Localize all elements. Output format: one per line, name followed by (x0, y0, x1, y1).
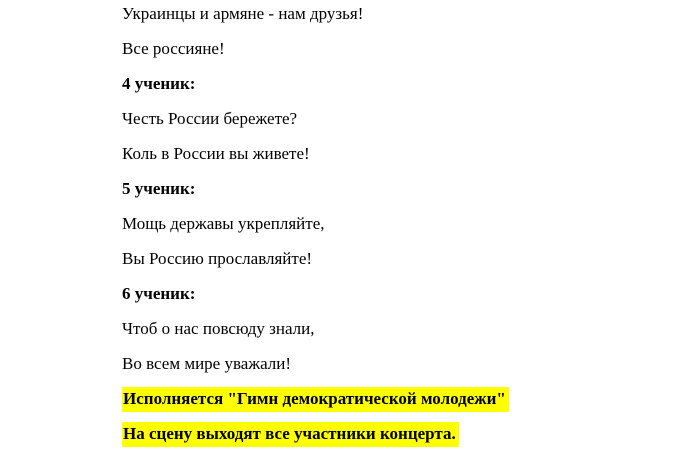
verse-line (122, 108, 509, 143)
document-content (122, 3, 509, 458)
verse-line-text: Коль в России вы живете! (122, 144, 310, 163)
speaker-heading-4 (122, 73, 509, 108)
verse-line (122, 38, 509, 73)
verse-line (122, 248, 509, 283)
verse-line (122, 213, 509, 248)
verse-line (122, 318, 509, 353)
verse-line (122, 353, 509, 388)
stage-direction-song (122, 388, 509, 423)
highlighted-text: На сцену выходят все участники концерта. (122, 422, 459, 447)
verse-line-text: Честь России бережете? (122, 109, 298, 128)
verse-line-text: Чтоб о нас повсюду знали, (122, 319, 315, 338)
verse-line-text: Во всем мире уважали! (122, 354, 292, 373)
speaker-heading-text: 4 ученик: (122, 74, 196, 93)
highlighted-text: Исполняется "Гимн демократической молодежи" (122, 387, 509, 412)
verse-line-text: Вы Россию прославляйте! (122, 249, 313, 268)
verse-line (122, 3, 509, 38)
speaker-heading-text: 5 ученик: (122, 179, 196, 198)
verse-line (122, 143, 509, 178)
verse-line-text: Мощь державы укрепляйте, (122, 214, 325, 233)
stage-direction-finale (122, 423, 509, 458)
speaker-heading-6 (122, 283, 509, 318)
verse-line-text: Все россияне! (122, 39, 225, 58)
speaker-heading-text: 6 ученик: (122, 284, 196, 303)
verse-line-text: Украинцы и армяне - нам друзья! (122, 4, 364, 23)
speaker-heading-5 (122, 178, 509, 213)
